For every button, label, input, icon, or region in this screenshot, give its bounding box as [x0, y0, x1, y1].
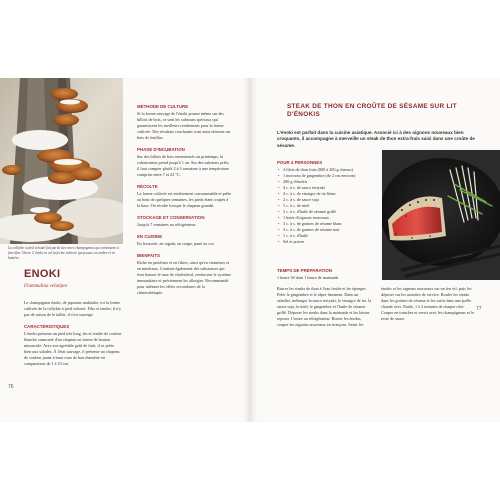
ingredient-item: • 3 c. à s. de graines de sésame noir [277, 227, 375, 233]
recipe-title: STEAK DE THON EN CROÛTE DE SÉSAME SUR LIT D'ÉNOKIS [287, 103, 457, 118]
intro-text: Le champignon énoki, de japonais mukitake, est la forme cultivée de la collybie à pied velouté. Fibo et tendre, il n'y pas de raison de le tailler, il s'est sauvage. [24, 300, 122, 317]
section-title-cuisine: EN CUISINE [137, 234, 163, 239]
ingredient-item: • 2 c. à s. d'huile de sésame grillé [277, 209, 375, 215]
left-column [24, 300, 122, 367]
ingredient-item: • 4 c. à s. de vinaigre de riz blanc [277, 191, 375, 197]
section-text-recolte: La forme cultivée est entièrement consommable et prête au bout de quelques semaines, les pieds étant coupés à la base. On récolte lorsque le chapeau grandit. [137, 191, 232, 208]
recipe-intro: L'énoki est parfait dans la cuisine asiatique. Associé ici à des oignons nouveaux bien croquants, il accompagne à merveille un steak de thon extra-frais saisi dans une croûte de sésame. [277, 130, 475, 148]
ingredient-item: • 2 c. à s. de sauce soja [277, 197, 375, 203]
ingredient-item: • Sel et poivre [277, 239, 375, 245]
prep-time: 1 heure 30 dont 1 heure de marinade. [277, 275, 340, 280]
ingredient-item: • 3 c. à s. de graines de sésame blanc [277, 221, 375, 227]
ingredient-item: • 1 c. à s. d'huile [277, 233, 375, 239]
section-title-recolte: RÉCOLTE [137, 184, 158, 189]
section-title-bienfaits: BIENFAITS [137, 253, 160, 258]
section-text-stockage: Jusqu'à 7 semaines au réfrigérateur. [137, 222, 197, 227]
ingredients-list [277, 167, 375, 245]
photo-caption: La collybie à pied velouté fait partie des rares champignons qui continuent à fructifier l'hiver. L'énoki en est la forme cultivée qui pousse en ombre et en lumière. [8, 246, 119, 260]
section-text-culture: Si la forme sauvage de l'énoki pousse même sur des billots de bois, ce sont les substrats spéciaux qui garantissent les meilleurs rendements pour la forme cultivée. Des résultats concluants sont aussi obtenus sur bois de feuillus. [137, 111, 231, 140]
latin-name: Flammulina velutipes [24, 284, 68, 289]
page-number-right: 77 [476, 306, 482, 312]
method-text: Rincer les steaks de thon à l'eau froide et les éponger. Peler le gingembre et le râper finement. Dans un saladier, mélanger la sauce teriyaki, le vinaigre de riz, la sauce soja, le miel, le gingembre et l'huile de sésame grillé. Déposer les steaks dans la marinade et les laisser reposer 1 heure au réfrigérateur. Rincer les énokis, couper les oignons nouveaux en tronçons. Saisir les énokis et les oignons nouveaux sur un feu vif, puis les déposer sur les assiettes de service. Rouler les steaks dans les graines de sésame et les saisir dans une poêle chaude avec l'huile, 1 à 2 minutes de chaque côté. Couper en tranches et servir avec les champignons et le reste de sauce. [277, 286, 474, 327]
section-title-caracteristiques: CARACTÉRISTIQUES [24, 324, 70, 329]
tuna-dish-photo [382, 150, 500, 280]
ingredients-block [277, 160, 375, 245]
page-number-left: 76 [8, 384, 14, 390]
ingredient-item: • 4 c. à s. de sauce teriyaki [277, 185, 375, 191]
ingredient-item: • 200 g d'énokis [277, 179, 375, 185]
ingredient-item: • 1 c. à c. de miel [277, 203, 375, 209]
section-title-culture: MÉTHODE DE CULTURE [137, 104, 189, 109]
section-text-caracteristiques: L'énoki présente un pied très long, fin et tendre de couleur blanche surmonté d'un chapeau en forme de bouton minuscule. Avec son agréable goût de fruit, il se prête bien aux salades. À l'état sauvage, il présente un chapeau de couleur jaune à brun roux de bon diamètre en comparaison de 1 à 10 cm. [24, 331, 122, 366]
enoki-photo [0, 78, 123, 244]
species-name: ENOKI [24, 268, 61, 280]
section-text-incubation: Sur des billots de bois ensemencés au printemps, la colonisation prend jusqu'à 1 an. Sur des substrats prêts, il faut compter plutôt 2 à 3 semaines à une température comprise entre 7 et 22 °C. [137, 154, 230, 177]
left-page [0, 78, 250, 422]
section-title-incubation: PHASE D'INCUBATION [137, 147, 185, 152]
ingredient-item: • 4 filets de thon frais (800 à 200 g chacun) [277, 167, 375, 173]
section-title-stockage: STOCKAGE ET CONSERVATION [137, 215, 205, 220]
section-text-bienfaits: Riche en protéines et en fibres, ainsi qu'en vitamines et en minéraux. Contient également des substances qui font baisser le taux de cholestérol, renforcent le système immunitaire et préviennent les allergies. Recommandé pour atténuer les effets secondaires de la chimiothérapie. [137, 260, 232, 295]
prep-title: TEMPS DE PRÉPARATION [277, 268, 332, 273]
ingredients-title: POUR 4 PERSONNES [277, 160, 323, 165]
ingredient-item: • 1 morceau de gingembre (de 2 cm environ) [277, 173, 375, 179]
right-column-left-page [137, 104, 232, 296]
section-text-cuisine: En fricassée, en ragoût, en soupe, pané ou cru. [137, 241, 215, 246]
ingredient-item: • 1 botte d'oignons nouveaux [277, 215, 375, 221]
prep-block [277, 268, 375, 281]
